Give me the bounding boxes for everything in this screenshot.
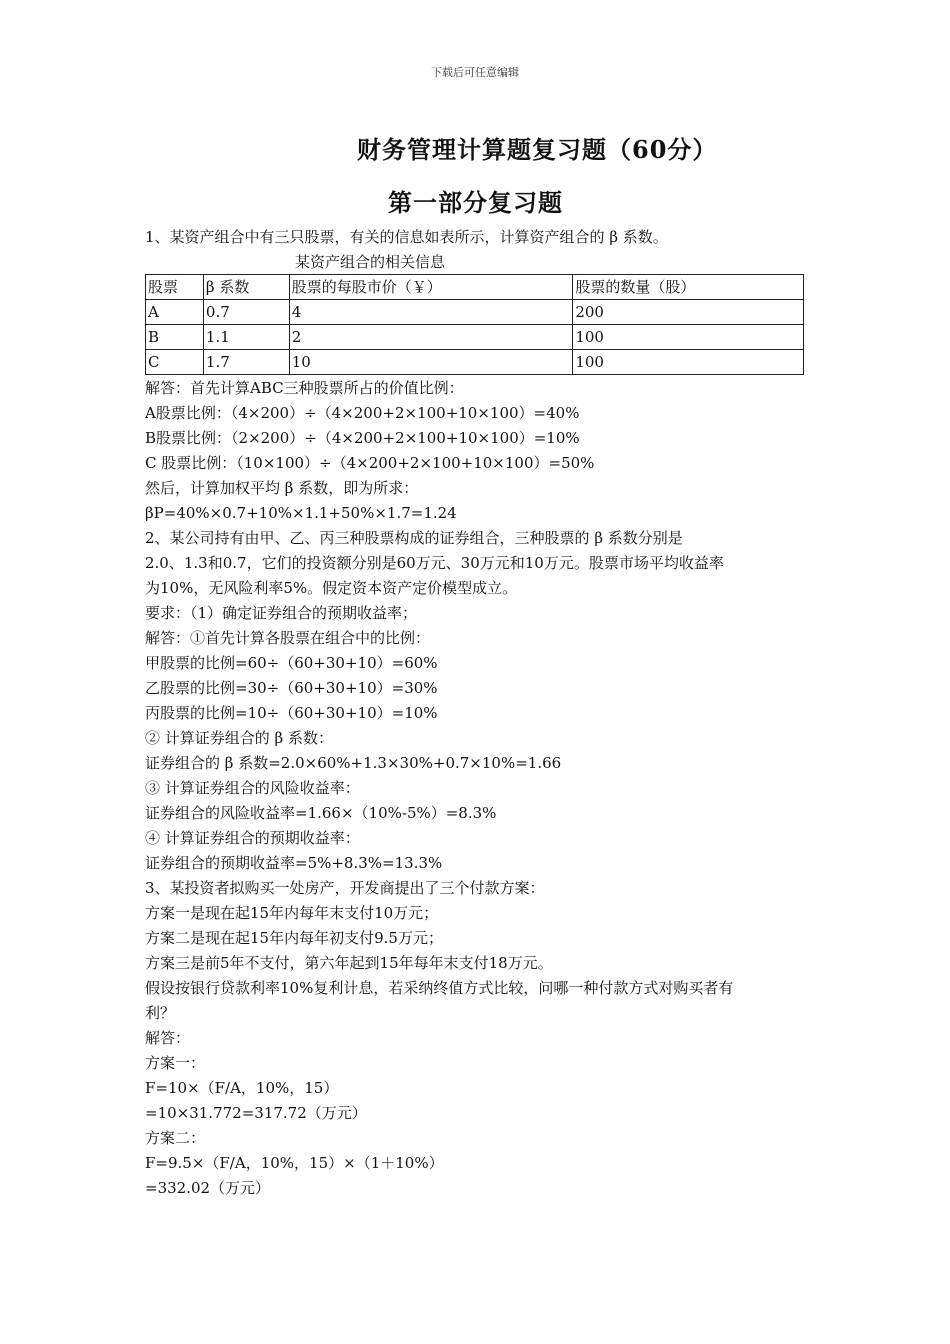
section-title: 第一部分复习题: [388, 188, 563, 217]
table-row: [146, 325, 804, 350]
table-header-cell: 股票: [146, 275, 204, 300]
q3-line: =10×31.772=317.72（万元）: [145, 1104, 367, 1122]
q1-answer-line: 解答：首先计算ABC三种股票所占的价值比例：: [145, 379, 464, 397]
table-cell: 4: [289, 300, 573, 325]
q2-line: ④ 计算证券组合的预期收益率：: [145, 829, 360, 847]
q3-line: 解答：: [145, 1029, 191, 1047]
q3-line: 方案二是现在起15年内每年初支付9.5万元；: [145, 929, 443, 947]
q1-answer-line: A股票比例：（4×200）÷（4×200+2×100+10×100）=40%: [145, 404, 580, 422]
q2-line: 证券组合的 β 系数=2.0×60%+1.3×30%+0.7×10%=1.66: [145, 754, 562, 772]
q3-line: 方案三是前5年不支付，第六年起到15年每年末支付18万元。: [145, 954, 553, 972]
table-row: [146, 350, 804, 375]
q3-line: 3、某投资者拟购买一处房产，开发商提出了三个付款方案：: [145, 879, 545, 897]
q2-line: 为10%，无风险利率5%。假定资本资产定价模型成立。: [145, 579, 518, 597]
table-header-cell: 股票的每股市价（￥）: [289, 275, 573, 300]
stock-table: [145, 274, 804, 375]
document-body: [145, 225, 810, 1201]
table-caption: 某资产组合的相关信息: [295, 253, 446, 271]
table-cell: 1.7: [203, 350, 289, 375]
q2-line: 证券组合的风险收益率=1.66×（10%-5%）=8.3%: [145, 804, 497, 822]
table-cell: 200: [573, 300, 804, 325]
q3-line: F=10×（F/A，10%，15）: [145, 1079, 339, 1097]
table-cell: 1.1: [203, 325, 289, 350]
q2-line: 2、某公司持有由甲、乙、丙三种股票构成的证券组合，三种股票的 β 系数分别是: [145, 529, 683, 547]
q3-line: 方案一：: [145, 1054, 206, 1072]
q3-line: F=9.5×（F/A，10%，15）×（1＋10%）: [145, 1154, 444, 1172]
table-header-cell: β 系数: [203, 275, 289, 300]
q2-line: 要求：（1）确定证券组合的预期收益率；: [145, 604, 418, 622]
table-header-cell: 股票的数量（股）: [573, 275, 804, 300]
q1-answer-line: B股票比例：（2×200）÷（4×200+2×100+10×100）=10%: [145, 429, 580, 447]
table-cell: B: [146, 325, 204, 350]
header-note: 下载后可任意编辑: [431, 66, 519, 79]
table-cell: 0.7: [203, 300, 289, 325]
table-header-row: [146, 275, 804, 300]
q3-line: 方案二：: [145, 1129, 206, 1147]
table-cell: 2: [289, 325, 573, 350]
q3-line: 方案一是现在起15年内每年末支付10万元；: [145, 904, 439, 922]
q1-answer-line: 然后，计算加权平均 β 系数，即为所求：: [145, 479, 419, 497]
table-cell: 100: [573, 325, 804, 350]
q3-line: 利？: [145, 1004, 176, 1022]
q1-answer-line: βP=40%×0.7+10%×1.1+50%×1.7=1.24: [145, 504, 457, 522]
q2-line: ② 计算证券组合的 β 系数：: [145, 729, 333, 747]
table-cell: C: [146, 350, 204, 375]
q3-line: =332.02（万元）: [145, 1179, 271, 1197]
page-title: 财务管理计算题复习题（60分）: [357, 135, 718, 164]
q2-line: ③ 计算证券组合的风险收益率：: [145, 779, 360, 797]
q2-line: 甲股票的比例=60÷（60+30+10）=60%: [145, 654, 438, 672]
q2-line: 2.0、1.3和0.7，它们的投资额分别是60万元、30万元和10万元。股票市场平均收益率: [145, 554, 724, 572]
q2-line: 乙股票的比例=30÷（60+30+10）=30%: [145, 679, 438, 697]
q2-line: 丙股票的比例=10÷（60+30+10）=10%: [145, 704, 438, 722]
q2-line: 解答：①首先计算各股票在组合中的比例：: [145, 629, 431, 647]
table-row: [146, 300, 804, 325]
table-cell: A: [146, 300, 204, 325]
q1-question: 1、某资产组合中有三只股票，有关的信息如表所示，计算资产组合的 β 系数。: [145, 228, 668, 246]
q1-answer-line: C 股票比例：（10×100）÷（4×200+2×100+10×100）=50%: [145, 454, 595, 472]
q2-line: 证券组合的预期收益率=5%+8.3%=13.3%: [145, 854, 443, 872]
table-cell: 10: [289, 350, 573, 375]
table-cell: 100: [573, 350, 804, 375]
q3-line: 假设按银行贷款利率10%复利计息，若采纳终值方式比较，问哪一种付款方式对购买者有: [145, 979, 734, 997]
